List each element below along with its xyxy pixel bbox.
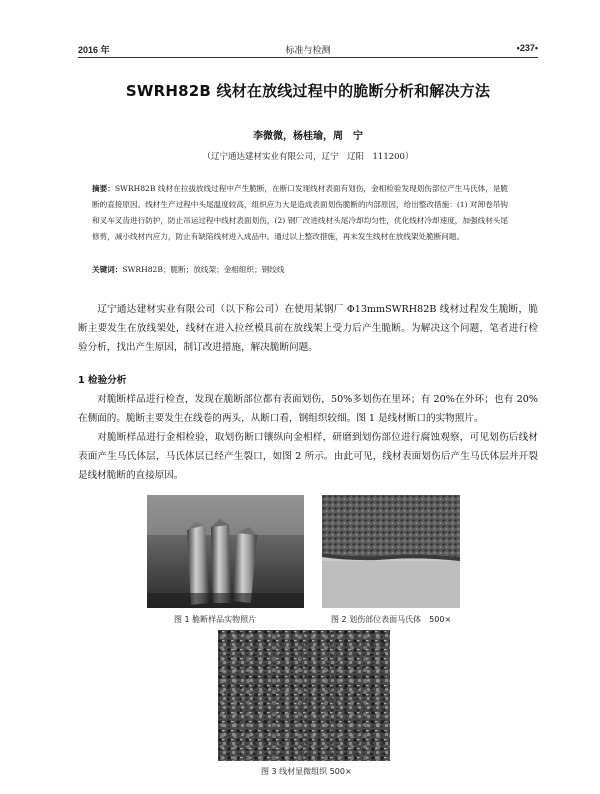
header-rule [78, 57, 538, 58]
intro-paragraph: 辽宁通达建材实业有限公司（以下称公司）在使用某钢厂 Φ13mmSWRH82B 线材过程发生脆断，脆断主要发生在放线架处，线材在进入拉丝模具前在放线架上受力后产生脆断。为解决这个问题，笔者进行检验分析，找出产生原因，制订改进措施，解决脆断问题。 [78, 304, 538, 353]
article-title: SWRH82B 线材在放线过程中的脆断分析和解决方法 [125, 82, 491, 100]
keywords [92, 264, 508, 275]
article-authors: 李微微，杨桂瑜，周 宁 [253, 131, 363, 142]
keywords-label: 关键词： [92, 265, 123, 274]
section-1-title: 1 检验分析 [78, 375, 127, 386]
figure-3-micrograph [218, 630, 390, 761]
figure-2-caption: 图 2 划伤部位表面马氏体 500× [331, 615, 452, 624]
header-journal: 标准与检测 [285, 45, 331, 55]
section-1-body [78, 390, 538, 485]
article-affiliation: （辽宁通达建材实业有限公司，辽宁 辽阳 111200） [202, 152, 414, 162]
section-1-paragraph-2: 对脆断样品进行金相检验，取划伤断口镶纵向金相样，研磨到划伤部位进行腐蚀观察，可见划伤后线材表面产生马氏体层，马氏体层已经产生裂口，如图 2 所示。由此可见，线材表面划伤后产生马氏体层并开裂是线材脆断的直接原因。 [78, 432, 538, 481]
header-page-number: •237• [516, 43, 538, 53]
figure-2-micrograph [322, 495, 460, 608]
abstract [92, 181, 508, 245]
figure-3-caption: 图 3 线材显微组织 500× [261, 767, 352, 776]
abstract-text: SWRH82B 线材在拉拔放线过程中产生脆断，在断口发现线材表面有划伤，金相检验发现划伤部位产生马氏体，是脆断的直接原因。线材生产过程中头尾温度较高，组织应力大是造成表面划伤脆断的内部原因，给出整改措施：(1) 对卸卷吊钩和叉车叉齿进行防护，防止吊运过程中线材表面划伤，(2) 钢厂改进线材头尾冷却均匀性，优化线材冷却速度，加强线材头尾修剪，减小线材内应力，防止有缺陷线材进入成品中。通过以上整改措施，再未发生线材在放线架处脆断问题。 [92, 184, 509, 241]
intro-section [78, 300, 538, 357]
keywords-text: SWRH82B；脆断；放线架；金相组织；钢绞线 [122, 265, 285, 274]
running-header [78, 43, 538, 57]
fractured-rod-middle [211, 519, 231, 603]
header-year: 2016 年 [78, 45, 110, 55]
figure-1-caption: 图 1 脆断样品实物照片 [174, 615, 257, 624]
figure-1-photo [147, 495, 304, 608]
abstract-label: 摘要： [92, 184, 115, 193]
section-1-paragraph-1: 对脆断样品进行检查，发现在脆断部位都有表面划伤，50%多划伤在里环；有 20%在外环；也有 20%在侧面的。脆断主要发生在线卷的两头，从断口看，钢组织较细。图 1 是线材断口的实物照片。 [78, 394, 538, 424]
